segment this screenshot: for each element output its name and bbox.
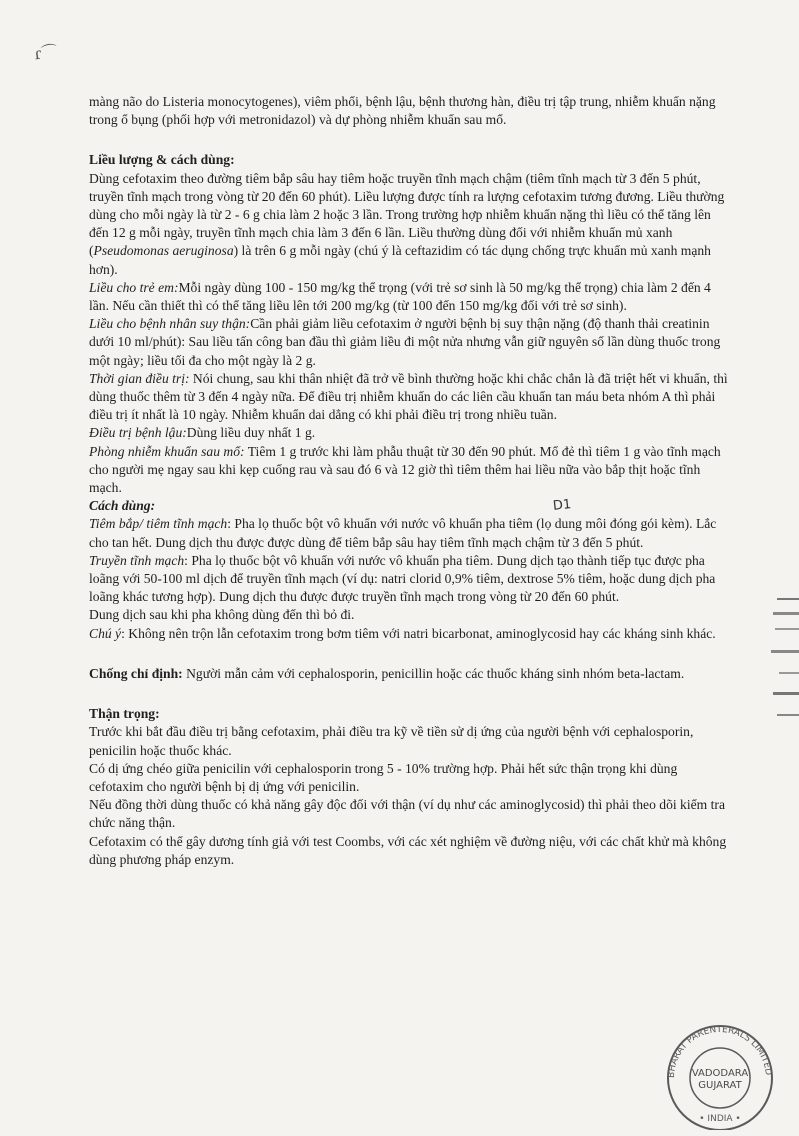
children-label: Liều cho trẻ em: (89, 279, 179, 295)
postoperative-prophylaxis: Phòng nhiễm khuẩn sau mổ: Tiêm 1 g trước khi làm phẫu thuật từ 30 đến 90 phút. Mổ đẻ thì tiêm 1 g vào tĩnh mạch cho người mẹ ngay sau khi kẹp cuống rau và sau đó 6 và 12 giờ thì tiêm thêm hai liều nữa vào bắp thịt hoặc tĩnh mạch. (89, 443, 721, 496)
company-stamp (660, 1020, 780, 1130)
children-dosage: Liều cho trẻ em:Mỗi ngày dùng 100 - 150 mg/kg thể trọng (với trẻ sơ sinh là 50 mg/kg thể trọng) chia làm 2 đến 4 lần. Nếu cần thiết thì có thể tăng liều lên tới 200 mg/kg (từ 100 đến 150 mg/kg đối với trẻ sơ sinh). (89, 279, 711, 314)
dosage-heading: Liều lượng & cách dùng: (89, 152, 235, 168)
precaution-item: Trước khi bắt đầu điều trị bằng cefotaxim, phải điều tra kỹ về tiền sử dị ứng của người bệnh với cephalosporin, penicilin hoặc thuốc khác. (89, 724, 694, 758)
page-edge-smudges (763, 588, 799, 743)
treatment-duration: Thời gian điều trị: Nói chung, sau khi thân nhiệt đã trở về bình thường hoặc khi chắc chắn là đã triệt hết vi khuẩn, thì dùng thuốc thêm từ 3 đến 4 ngày nữa. Để điều trị nhiễm khuẩn do các liên cầu khuẩn tan máu beta nhóm A thì phải điều trị ít nhất là 10 ngày. Nhiễm khuẩn dai dẳng có khi phải điều trị trong nhiều tuần. (89, 370, 728, 423)
dosage-paragraph: Dùng cefotaxim theo đường tiêm bắp sâu hay tiêm hoặc truyền tĩnh mạch chậm (tiêm tĩnh mạch từ 3 đến 5 phút, truyền tĩnh mạch trong vòng từ 20 đến 60 phút). Liều lượng được tính ra lượng cefotaxim tương đương. Liều thường dùng cho mỗi ngày là từ 2 - 6 g chia làm 2 hoặc 3 lần. Trong trường hợp nhiễm khuẩn nặng thì liều có thể tăng lên đến 12 g mỗi ngày, truyền tĩnh mạch chia làm 3 đến 6 lần. Liều thường dùng đối với nhiễm khuẩn mủ xanh (Pseudomonas aeruginosa) là trên 6 g mỗi ngày (chú ý là ceftazidim có tác dụng chống trực khuẩn mủ xanh mạnh hơn). (89, 170, 725, 277)
precaution-item: Cefotaxim có thể gây dương tính giả với test Coombs, với các xét nghiệm về đường niệu, với các chất khử mà không dùng phương pháp enzym. (89, 833, 727, 867)
duration-label: Thời gian điều trị: (89, 370, 190, 386)
gonorrhea-treatment: Điều trị bệnh lậu:Dùng liều duy nhất 1 g. (89, 425, 316, 441)
im-injection: Tiêm bắp/ tiêm tĩnh mạch: Pha lọ thuốc bột vô khuẩn với nước vô khuẩn pha tiêm (lọ dung môi đóng gói kèm). Lắc cho tan hết. Dung dịch thu được được dùng để tiêm bắp sâu hay tiêm tĩnh mạch chậm từ 3 đến 5 phút. (89, 516, 717, 550)
stamp-arc-text: BHARAT PARENTERALS LIMITED (666, 1024, 773, 1079)
discard-note: Dung dịch sau khi pha không dùng đến thì bỏ đi. (89, 607, 355, 623)
note-label: Chú ý (89, 625, 122, 641)
renal-dosage: Liều cho bệnh nhân suy thận:Cần phải giảm liều cefotaxim ở người bệnh bị suy thận nặng (độ thanh thải creatinin dưới 10 ml/phút): Sau liều tấn công ban đầu thì giảm liều đi một nửa nhưng vẫn giữ nguyên số lần dùng thuốc trong một ngày; liều tối đa cho một ngày là 2 g. (89, 316, 721, 368)
prophylaxis-label: Phòng nhiễm khuẩn sau mổ: (89, 443, 245, 459)
im-label: Tiêm bắp/ tiêm tĩnh mạch (89, 516, 228, 532)
stamp-country: • INDIA • (699, 1114, 741, 1124)
renal-label: Liều cho bệnh nhân suy thận: (89, 316, 251, 332)
usage-heading: Cách dùng: (89, 498, 156, 514)
handwritten-margin-note: D1 (552, 497, 573, 514)
iv-label: Truyền tĩnh mạch (89, 552, 185, 568)
handwritten-scrawl: ɾ⌒ (32, 41, 59, 64)
stamp-state: GUJARAT (698, 1080, 742, 1091)
gonorrhea-label: Điều trị bệnh lậu: (89, 425, 187, 441)
precautions-heading: Thận trọng: (89, 706, 160, 722)
species-name: Pseudomonas aeruginosa (93, 243, 234, 259)
contraindication: Chống chỉ định: Người mẫn cảm với cephalosporin, penicillin hoặc các thuốc kháng sinh nhóm beta-lactam. (89, 665, 685, 681)
precaution-item: Nếu đồng thời dùng thuốc có khả năng gây độc đối với thận (ví dụ như các aminoglycosid) thì phải theo dõi kiểm tra chức năng thận. (89, 797, 725, 831)
caution-note: Chú ý: Không nên trộn lẫn cefotaxim trong bơm tiêm với natri bicarbonat, aminoglycosid hay các kháng sinh khác. (89, 625, 716, 641)
iv-infusion: Truyền tĩnh mạch: Pha lọ thuốc bột vô khuẩn với nước vô khuẩn pha tiêm. Dung dịch tạo thành tiếp tục được pha loãng với 50-100 ml dịch để truyền tĩnh mạch (ví dụ: natri clorid 0,9% tiêm, dextrose 5% tiêm, hoặc dung dịch pha loãng khác tương hợp). Dung dịch thu được được truyền tĩnh mạch trong vòng từ 20 đến 60 phút. (89, 552, 716, 605)
contraindication-label: Chống chỉ định: (89, 665, 183, 681)
intro-paragraph: màng não do Listeria monocytogenes), viêm phổi, bệnh lậu, bệnh thương hàn, điều trị tập trung, nhiễm khuẩn nặng trong ổ bụng (phối hợp với metronidazol) và dự phòng nhiễm khuẩn sau mổ. (89, 94, 716, 128)
document-body (89, 93, 729, 869)
stamp-city: VADODARA (691, 1068, 749, 1079)
precaution-item: Có dị ứng chéo giữa penicilin với cephalosporin trong 5 - 10% trường hợp. Phải hết sức thận trọng khi dùng cefotaxim cho người bệnh bị dị ứng với penicilin. (89, 760, 678, 794)
